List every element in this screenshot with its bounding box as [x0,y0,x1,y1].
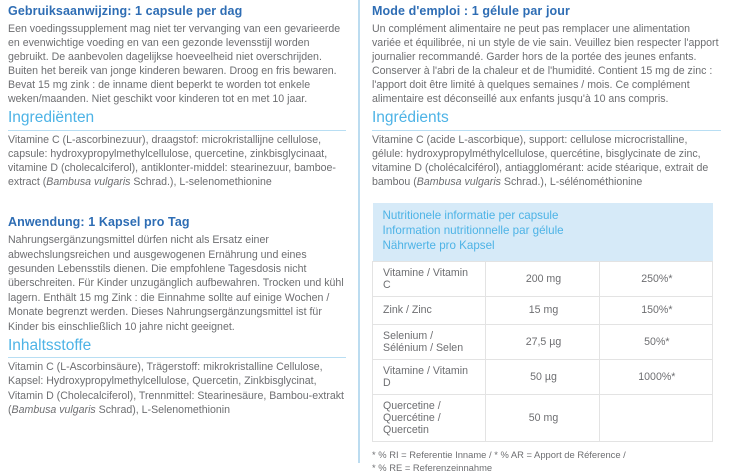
nutrient-amount: 50 mg [486,394,599,441]
footnote-line-2: * % RE = Referenzeinnahme [372,461,493,473]
fr-usage-text: Un complément alimentaire ne peut pas remplacer une alimentation variée et équilibrée, ni un style de vie sain. Veuillez bien respecter l'apport journalier recommandé. Garder hors de la portée des jeunes enfants. Conserver à l'abri de la chaleur et de l'humidité. Contient 15 mg de zinc : l'apport doit être limité à quelques semaines / mois. Ce complément alimentaire est déconseillé aux enfants jusqu'à 10 ans compris. [372,23,719,106]
table-row [373,261,713,296]
table-row [373,324,713,359]
de-usage-title: Anwendung: 1 Kapsel pro Tag [8,215,190,230]
fr-ingredients-part-2: Schrad.), L-sélénométhionine [500,176,643,189]
nutrient-reference-intake: 150%* [599,296,712,324]
de-usage-text: Nahrungsergänzungsmittel dürfen nicht als Ersatz einer abwechslungsreichen und ausgewogenen Ernährung und eines gesunden Lebensstils dienen. Die empfohlene Tagesdosis nicht überschreiten. Für Kinder unzugänglich aufbewahren. Trocken und kühl lagern. Enthält 15 mg Zink : die Einnahme sollte auf einige Wochen / Monate begrenzt werden. Dieses Nahrungsergänzungsmittel ist für Kinder bis einschließlich 10 jahre nicht geeignet. [8,234,344,333]
table-row [373,296,713,324]
nutrition-header-line-de: Nährwerte pro Kapsel [382,238,495,252]
nutrition-footnote [372,448,713,474]
de-ingredients-text [8,360,346,416]
nl-ingredients-botanical-name: Bambusa vulgaris [46,176,131,189]
fr-ingredients-title: Ingrédients [372,108,721,130]
nutrition-header-line-nl: Nutritionele informatie per capsule [382,209,559,223]
nutrient-name: Vitamine / Vitamin D [373,359,486,394]
nutrient-reference-intake: 250%* [599,261,712,296]
nutrition-table-body [373,261,713,441]
de-ingredients-part-1: Vitamin C (L-Ascorbinsäure), Trägerstoff: mikrokristalline Cellulose, Kapsel: Hydroxypropylmethylcellulose, Quercetin, Zinkbisglycinat, Vitamin D (Cholecalciferol), Trennmittel: Stearinesäure, Bambou-extrakt ( [8,361,344,416]
nutrition-header-cell [373,203,713,261]
fr-usage-title: Mode d'emploi : 1 gélule par jour [372,4,570,18]
nl-ingredients-title: Ingrediënten [8,108,346,130]
nutrient-reference-intake: 1000%* [599,359,712,394]
nutrition-table-container [372,203,713,474]
de-ingredients-botanical-name: Bambusa vulgaris [11,403,96,416]
nutrient-name: Zink / Zinc [373,296,486,324]
nutrient-reference-intake [599,394,712,441]
nutrient-amount: 15 mg [486,296,599,324]
de-ingredients-title: Inhaltsstoffe [8,336,346,358]
left-column-spacer [8,189,346,215]
table-row [373,394,713,441]
nutrient-amount: 200 mg [486,261,599,296]
nutrition-header-line-fr: Information nutritionnelle par gélule [382,223,564,237]
table-row [373,359,713,394]
nl-ingredients-part-1: Vitamine C (L-ascorbinezuur), draagstof: microkristallijne cellulose, capsule: hydroxypropylmethylcellulose, quercetine, zinkbisglycinaat, vitamine D (cholecalciferol), antiklonter-middel: stearinezuur, bamboe-extract ( [8,133,336,189]
fr-ingredients-botanical-name: Bambusa vulgaris [416,176,501,189]
fr-ingredients-text [372,133,721,189]
nl-ingredients-text [8,133,346,189]
nutrition-table-head [373,203,713,261]
footnote-line-1: * % RI = Referentie Inname / * % AR = Apport de Réference / [372,448,626,460]
de-ingredients-part-2: Schrad), L-Selenomethionin [95,403,230,416]
nutrient-reference-intake: 50%* [599,324,712,359]
nutrition-header-row [373,203,713,261]
nl-usage-text: Een voedingssupplement mag niet ter vervanging van een gevarieerde en evenwichtige voeding en van een gezonde levensstijl worden gebruikt. De aanbevolen dagelijkse hoeveelheid niet overschrijden. Buiten het bereik van jonge kinderen bewaren. Droog en fris bewaren. Bevat 15 mg zink : de inname dient beperkt te worden tot enkele weken/maanden. Niet geschikt voor kinderen tot en met 10 jaar. [8,23,341,106]
nutrient-amount: 50 µg [486,359,599,394]
nutrient-name: Vitamine / Vitamin C [373,261,486,296]
nutrient-amount: 27,5 µg [486,324,599,359]
nutrient-name: Quercetine / Quercétine / Quercetin [373,394,486,441]
nutrition-facts-table [372,203,713,441]
fr-ingredients-part-1: Vitamine C (acide L-ascorbique), support: cellulose microcristalline, gélule: hydroxypropylméthylcellulose, quercétine, bisglycinate de zinc, vitamine D (cholécalciférol), antiagglomérant: acide stéarique, extrait de bambou ( [372,133,709,189]
left-language-column [0,0,358,463]
right-language-column [360,0,731,473]
nutrient-name: Selenium / Sélénium / Selen [373,324,486,359]
nl-usage-title: Gebruiksaanwijzing: 1 capsule per dag [8,4,243,18]
nl-ingredients-part-2: Schrad.), L-selenomethionine [130,176,272,189]
